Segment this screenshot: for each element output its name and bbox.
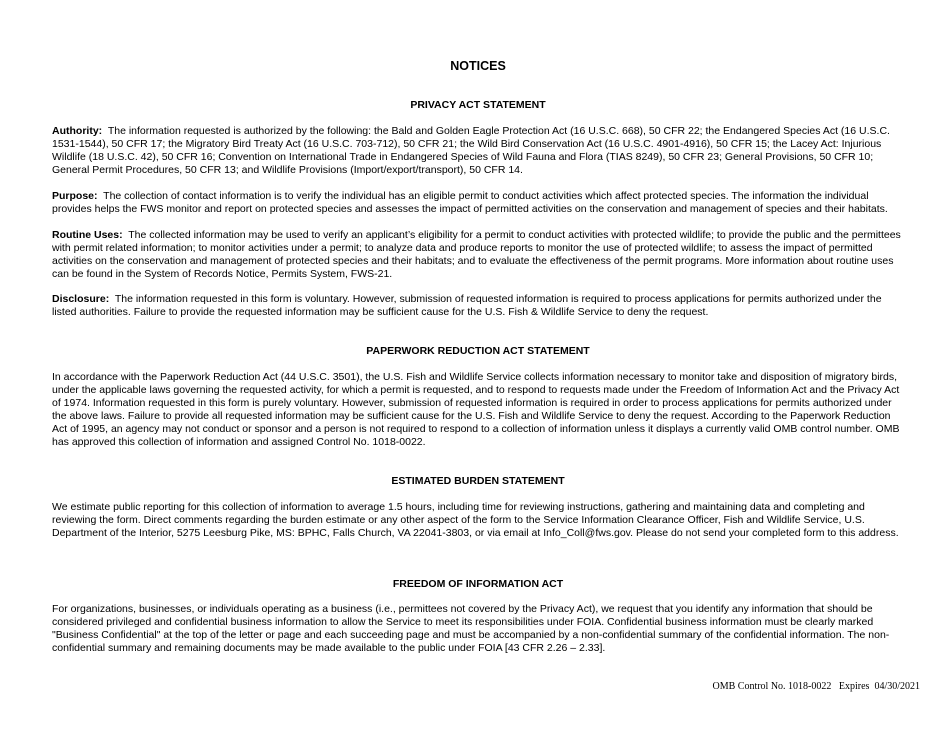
foia-heading: FREEDOM OF INFORMATION ACT — [392, 578, 564, 590]
purpose-label: Purpose: — [52, 190, 98, 202]
foia-paragraph: For organizations, businesses, or individuals operating as a business (i.e., permittees not covered by the Privacy Act), we request that you identify any information that should be considered privileged and confidential business information to allow the Service to meet its responsibilities under FOIA. Confidential business information must be clearly marked "Business Confidential" at the top of the letter or page and each succeeding page and must be accompanied by a non-confidential summary of the confidential information. The non-confidential summary and remaining documents may be made available to the public under FOIA [43 CFR 2.26 – 2.33]. — [52, 603, 890, 654]
disclosure-label: Disclosure: — [52, 293, 110, 305]
page-title: NOTICES — [450, 59, 506, 73]
expiration-date: Expires 04/30/2021 — [838, 681, 920, 692]
paperwork-reduction-paragraph: In accordance with the Paperwork Reduction Act (44 U.S.C. 3501), the U.S. Fish and Wildlife Service collects information necessary to monitor take and disposition of migratory birds, under the applicable laws governing the requested activity, for which a permit is requested, and to respond to requests made under the Freedom of Information Act and the Privacy Act of 1974. Information requested in this form is purely voluntary. However, submission of requested information is required in order to process applications for permits authorized under the above laws. Failure to provide all requested information may be sufficient cause for the U.S. Fish and Wildlife Service to deny the request. According to the Paperwork Reduction Act of 1995, an agency may not conduct or sponsor and a person is not required to respond to a collection of information unless it displays a currently valid OMB control number. OMB has approved this collection of information and assigned Control No. 1018-0022. — [52, 371, 900, 448]
disclosure-text: The information requested in this form is voluntary. However, submission of requested information is required to process applications for permits authorized under the listed authorities. Failure to provide the requested information may be sufficient cause for the U.S. Fish & Wildlife Service to deny the request. — [52, 293, 882, 318]
authority-paragraph — [52, 125, 904, 177]
privacy-act-heading: PRIVACY ACT STATEMENT — [410, 99, 546, 111]
form-footer — [712, 681, 920, 693]
routine-uses-text: The collected information may be used to verify an applicant’s eligibility for a permit to conduct activities with protected wildlife; to provide the public and the permittees with permit related information; to monitor activities under a permit; to analyze data and produce reports to monitor the use of protected wildlife; to assess the impact of permitted activities on the conservation and management of protected species and their habitats; and to evaluate the effectiveness of the permit programs. More information about routine uses can be found in the System of Records Notice, Permits System, FWS-21. — [52, 229, 901, 280]
paperwork-reduction-heading: PAPERWORK REDUCTION ACT STATEMENT — [366, 345, 590, 357]
purpose-text: The collection of contact information is to verify the individual has an eligible permit to conduct activities which affect protected species. The information the individual provides helps the FWS monitor and report on protected species and assesses the impact of permitted activities on the conservation and management of species and their habitats. — [52, 190, 888, 215]
omb-control-number: OMB Control No. 1018-0022 — [712, 681, 832, 692]
estimated-burden-heading: ESTIMATED BURDEN STATEMENT — [391, 475, 565, 487]
authority-text: The information requested is authorized by the following: the Bald and Golden Eagle Protection Act (16 U.S.C. 668), 50 CFR 22; the Endangered Species Act (16 U.S.C. 1531-1544), 50 CFR 17; the Migratory Bird Treaty Act (16 U.S.C. 703-712), 50 CFR 21; the Wild Bird Conservation Act (16 U.S.C. 4901-4916), 50 CFR 15; the Lacey Act: Injurious Wildlife (18 U.S.C. 42), 50 CFR 16; Convention on International Trade in Endangered Species of Wild Fauna and Flora (TIAS 8249), 50 CFR 23; General Provisions, 50 CFR 10; General Permit Procedures, 50 CFR 13; and Wildlife Provisions (Import/export/transport), 50 CFR 14. — [52, 125, 890, 176]
purpose-paragraph — [52, 190, 904, 216]
routine-uses-label: Routine Uses: — [52, 229, 123, 241]
authority-label: Authority: — [52, 125, 103, 137]
disclosure-paragraph — [52, 293, 904, 319]
routine-uses-paragraph — [52, 229, 904, 281]
estimated-burden-paragraph: We estimate public reporting for this collection of information to average 1.5 hours, including time for reviewing instructions, gathering and maintaining data and completing and reviewing the form. Direct comments regarding the burden estimate or any other aspect of the form to the Service Information Clearance Officer, Fish and Wildlife Service, U.S. Department of the Interior, 5275 Leesburg Pike, MS: BPHC, Falls Church, VA 22041-3803, or via email at Info_Coll@fws.gov. Please do not send your completed form to this address. — [52, 501, 899, 539]
